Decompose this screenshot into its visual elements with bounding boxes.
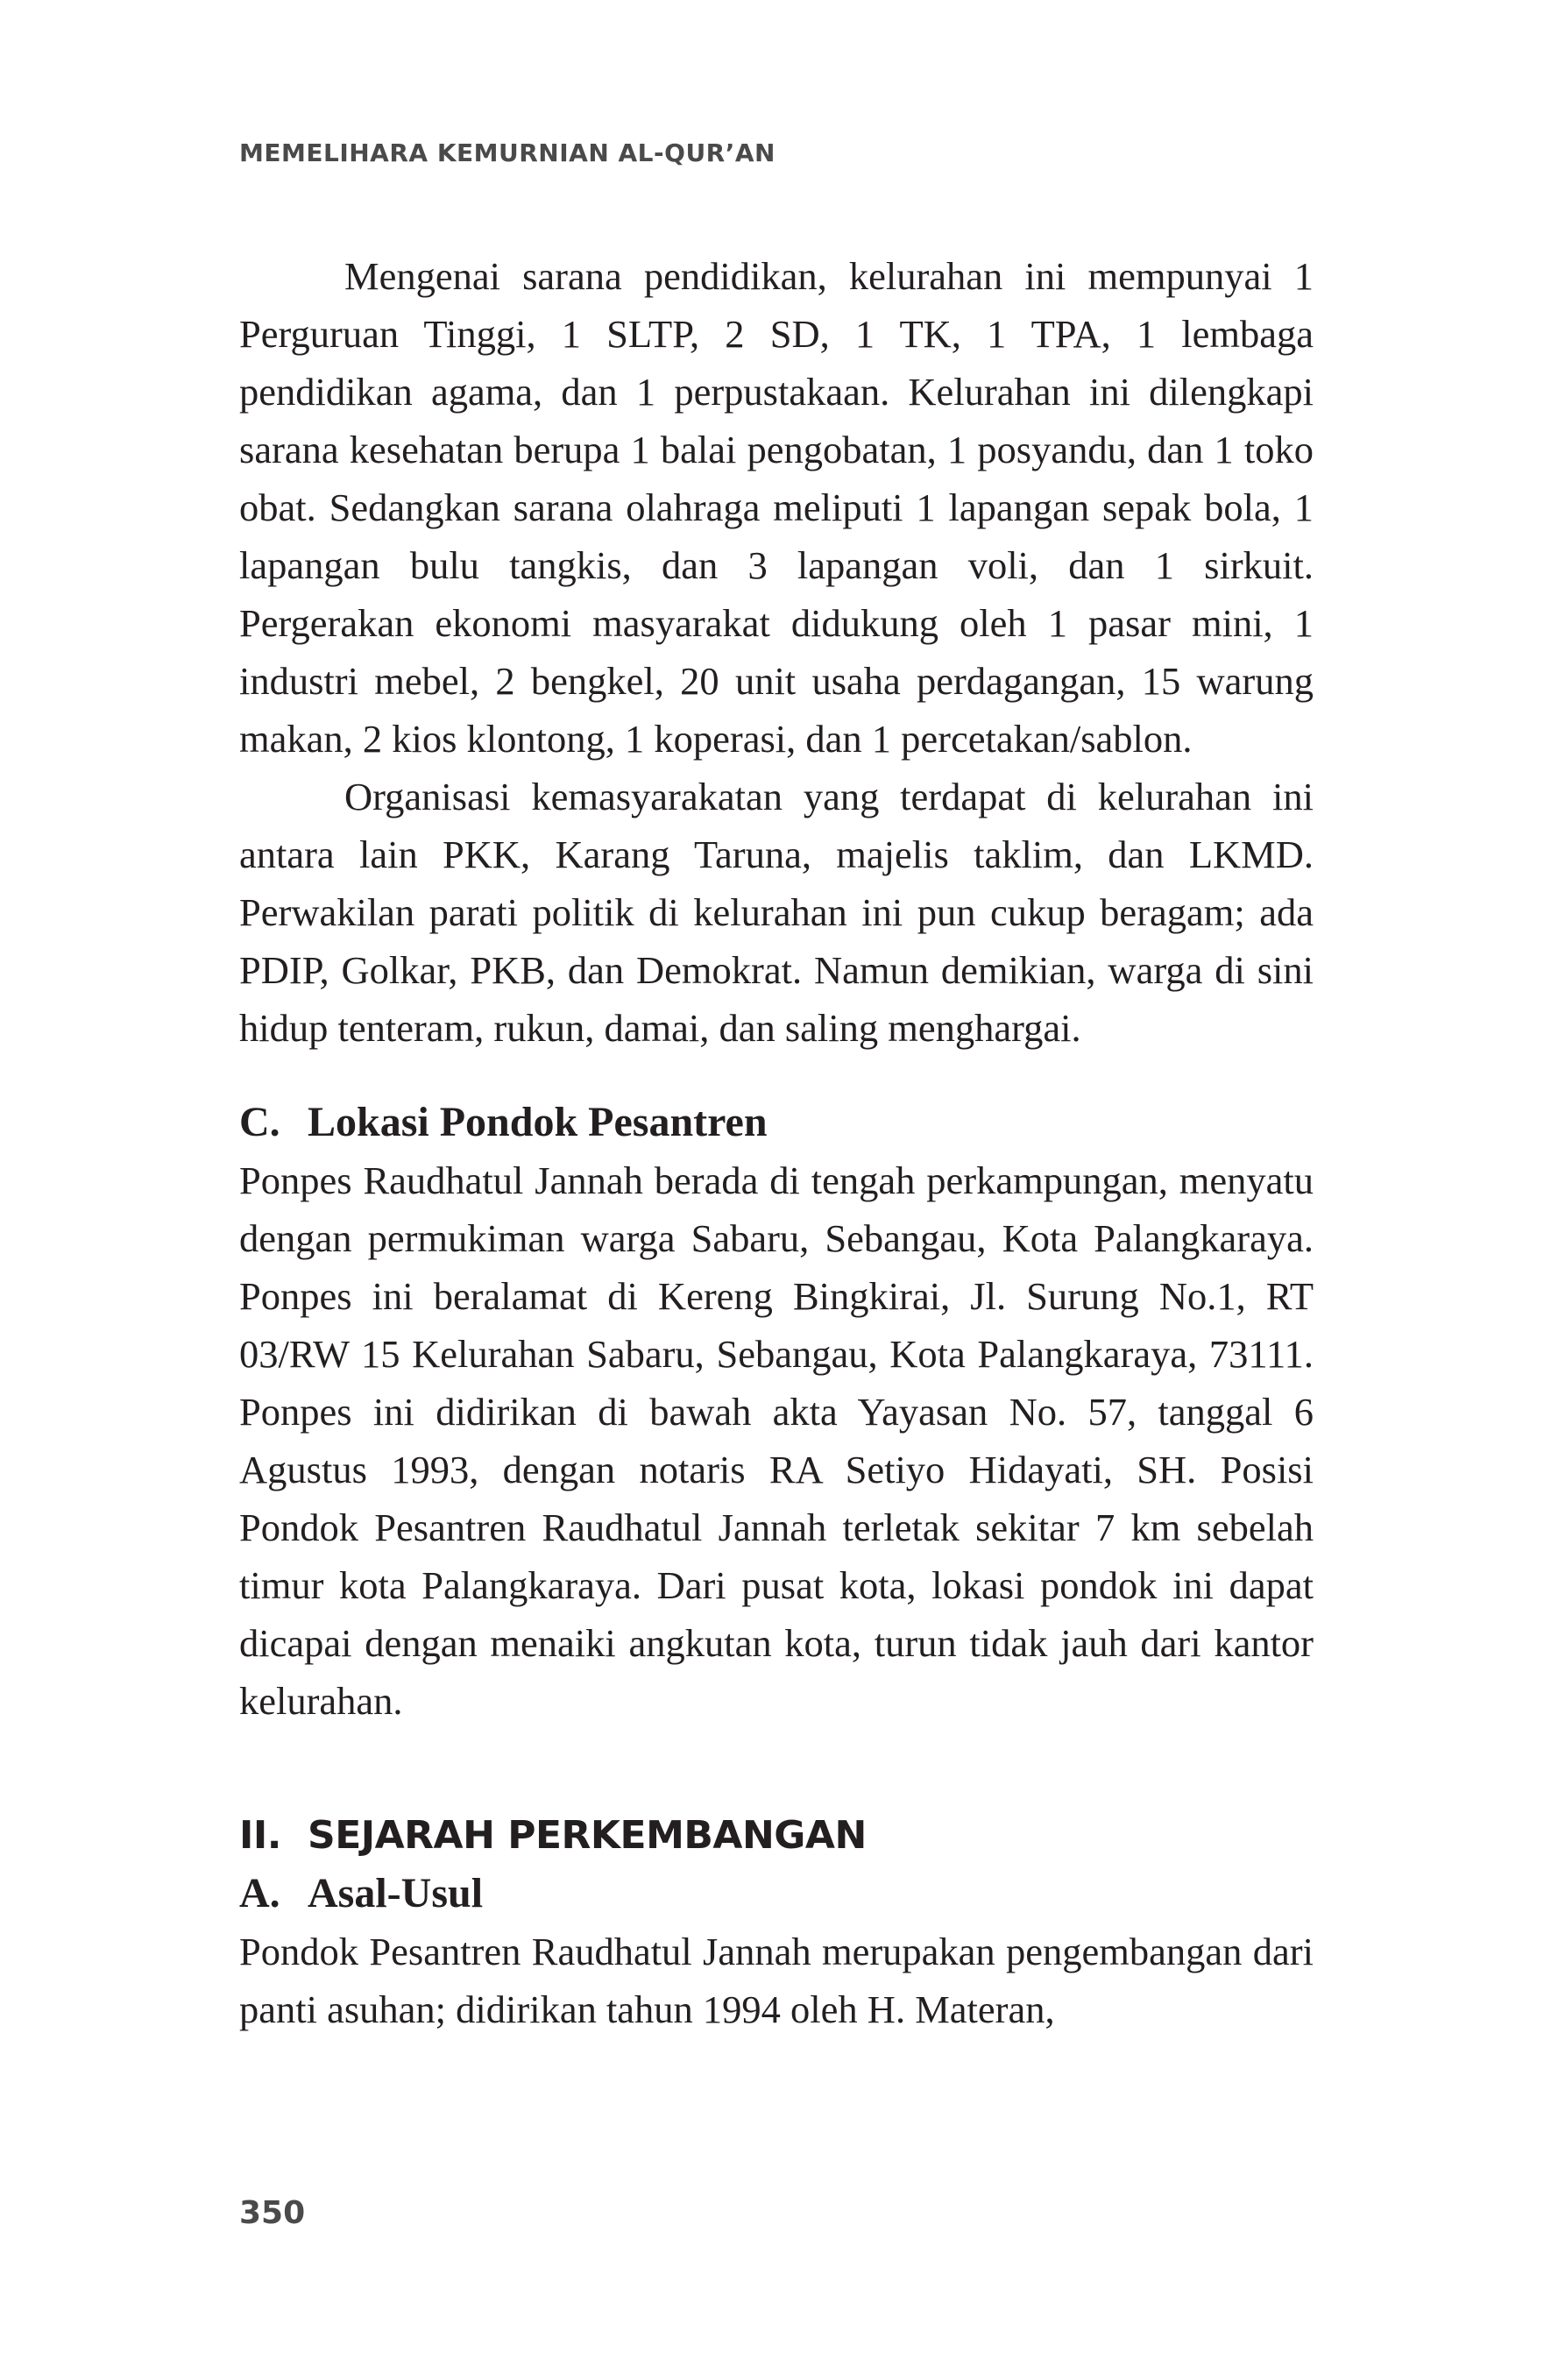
chapter-ii-number: II. bbox=[239, 1813, 281, 1858]
running-head-text: MEMELIHARA KEMURNIAN AL-QUR’AN bbox=[239, 138, 776, 167]
chapter-ii-title: SEJARAH PERKEMBANGAN bbox=[308, 1813, 867, 1858]
section-a-heading bbox=[239, 1865, 1314, 1923]
section-c-title: Lokasi Pondok Pesantren bbox=[308, 1099, 768, 1145]
chapter-ii-heading bbox=[239, 1807, 1314, 1865]
paragraph-location: Ponpes Raudhatul Jannah berada di tengah perkampungan, menyatu dengan permukiman warga Sabaru, Sebangau, Kota Palangkaraya. Ponpes ini beralamat di Kereng Bingkirai, Jl. Surung No.1, RT 03/RW 15 Kelurahan Sabaru, Sebangau, Kota Palangkaraya, 73111. Ponpes ini didirikan di bawah akta Yayasan No. 57, tanggal 6 Agustus 1993, dengan notaris RA Setiyo Hidayati, SH. Posisi Pondok Pesantren Raudhatul Jannah terletak sekitar 7 km sebelah timur kota Palangkaraya. Dari pusat kota, lokasi pondok ini dapat dicapai dengan menaiki angkutan kota, turun tidak jauh dari kantor kelurahan. bbox=[239, 1158, 1314, 1723]
paragraph-origin: Pondok Pesantren Raudhatul Jannah merupakan pengembangan dari panti asuhan; didirikan tahun 1994 oleh H. Materan, bbox=[239, 1930, 1314, 2031]
section-a-title: Asal-Usul bbox=[308, 1870, 484, 1916]
section-a-number: A. bbox=[239, 1870, 280, 1916]
paragraph-community-organizations: Organisasi kemasyarakatan yang terdapat di kelurahan ini antara lain PKK, Karang Taruna, majelis taklim, dan LKMD. Perwakilan parati politik di kelurahan ini pun cukup beragam; ada PDIP, Golkar, PKB, dan Demokrat. Namun demikian, warga di sini hidup tenteram, rukun, damai, dan saling menghargai. bbox=[239, 775, 1314, 1050]
section-c-number: C. bbox=[239, 1099, 280, 1145]
paragraph-education-facilities: Mengenai sarana pendidikan, kelurahan ini mempunyai 1 Perguruan Tinggi, 1 SLTP, 2 SD, 1 TK, 1 TPA, 1 lembaga pendidikan agama, dan 1 perpustakaan. Kelurahan ini dilengkapi sarana kesehatan berupa 1 balai pengobatan, 1 posyandu, dan 1 toko obat. Sedangkan sarana olahraga meliputi 1 lapangan sepak bola, 1 lapangan bulu tangkis, dan 3 lapangan voli, dan 1 sirkuit. Pergerakan ekonomi masyarakat didukung oleh 1 pasar mini, 1 industri mebel, 2 bengkel, 20 unit usaha perdagangan, 15 warung makan, 2 kios klontong, 1 koperasi, dan 1 percetakan/sablon. bbox=[239, 254, 1314, 761]
page-number: 350 bbox=[239, 2195, 306, 2231]
running-head bbox=[239, 138, 1317, 167]
section-c-heading bbox=[239, 1094, 1314, 1151]
section-c bbox=[239, 1094, 1314, 1730]
body-text bbox=[239, 247, 1314, 2038]
